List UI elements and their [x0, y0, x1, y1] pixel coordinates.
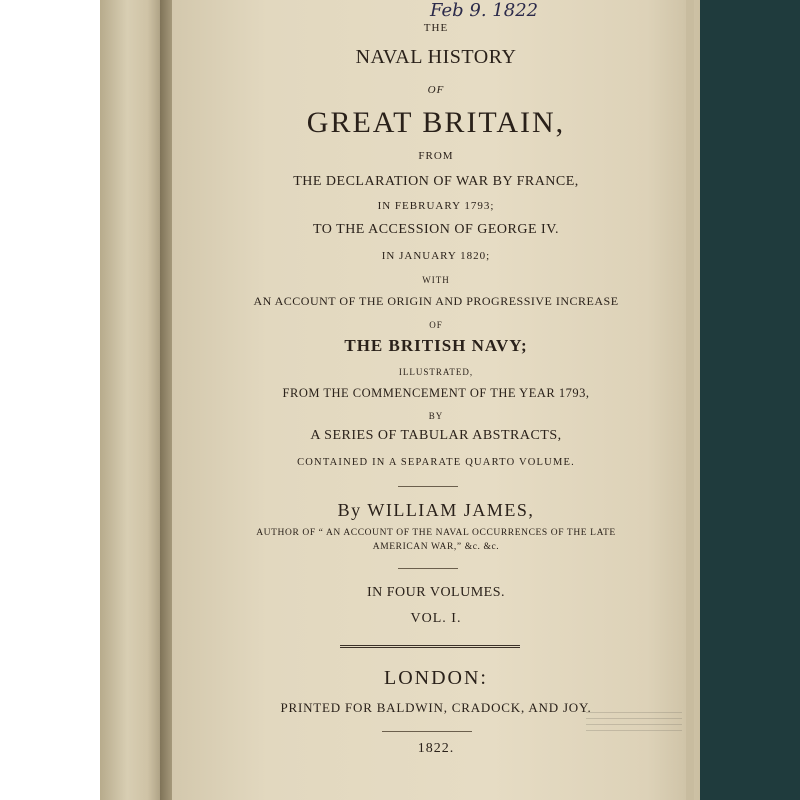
volume-count: IN FOUR VOLUMES. [366, 585, 506, 600]
title-line-account: AN ACCOUNT OF THE ORIGIN AND PROGRESSIVE INCREASE [253, 294, 619, 308]
title-line-declaration: THE DECLARATION OF WAR BY FRANCE, [293, 174, 579, 189]
title-line-quarto: CONTAINED IN A SEPARATE QUARTO VOLUME. [297, 457, 575, 468]
imprint-city: LONDON: [384, 667, 488, 689]
divider-short-3 [382, 731, 472, 732]
title-line-january: IN JANUARY 1820; [381, 250, 491, 262]
left-page [100, 0, 168, 800]
title-from: FROM [418, 150, 454, 162]
imprint-year: 1822. [417, 741, 455, 756]
library-stamp [586, 712, 682, 736]
title-by: BY [428, 411, 444, 421]
title-line-tabular: A SERIES OF TABULAR ABSTRACTS, [310, 428, 562, 443]
background-surface [690, 0, 800, 800]
title-line-accession: TO THE ACCESSION OF GEORGE IV. [312, 222, 560, 237]
title-with: WITH [422, 275, 450, 285]
divider-short [398, 486, 458, 487]
title-of: OF [427, 84, 445, 96]
title-the: THE [423, 22, 449, 34]
title-line-naval-history: NAVAL HISTORY [355, 46, 517, 68]
author-credit-1: AUTHOR OF “ AN ACCOUNT OF THE NAVAL OCCURRENCES OF THE LATE [256, 528, 616, 538]
title-line-february: IN FEBRUARY 1793; [377, 200, 495, 212]
imprint-printer: PRINTED FOR BALDWIN, CRADOCK, AND JOY. [280, 700, 592, 715]
divider-double [340, 645, 520, 648]
author-byline: By WILLIAM JAMES, [337, 500, 535, 520]
title-illustrated: ILLUSTRATED, [398, 367, 474, 377]
author-credit-2: AMERICAN WAR,” &c. &c. [372, 542, 500, 552]
volume-number: VOL. I. [410, 611, 462, 626]
divider-short-2 [398, 568, 458, 569]
title-line-commencement: FROM THE COMMENCEMENT OF THE YEAR 1793, [282, 386, 590, 400]
title-line-great-britain: GREAT BRITAIN, [306, 106, 566, 139]
handwritten-inscription: Feb 9. 1822 [430, 0, 539, 21]
title-page-text [172, 0, 700, 800]
title-of-2: OF [429, 320, 443, 330]
title-line-british-navy: THE BRITISH NAVY; [344, 336, 528, 355]
